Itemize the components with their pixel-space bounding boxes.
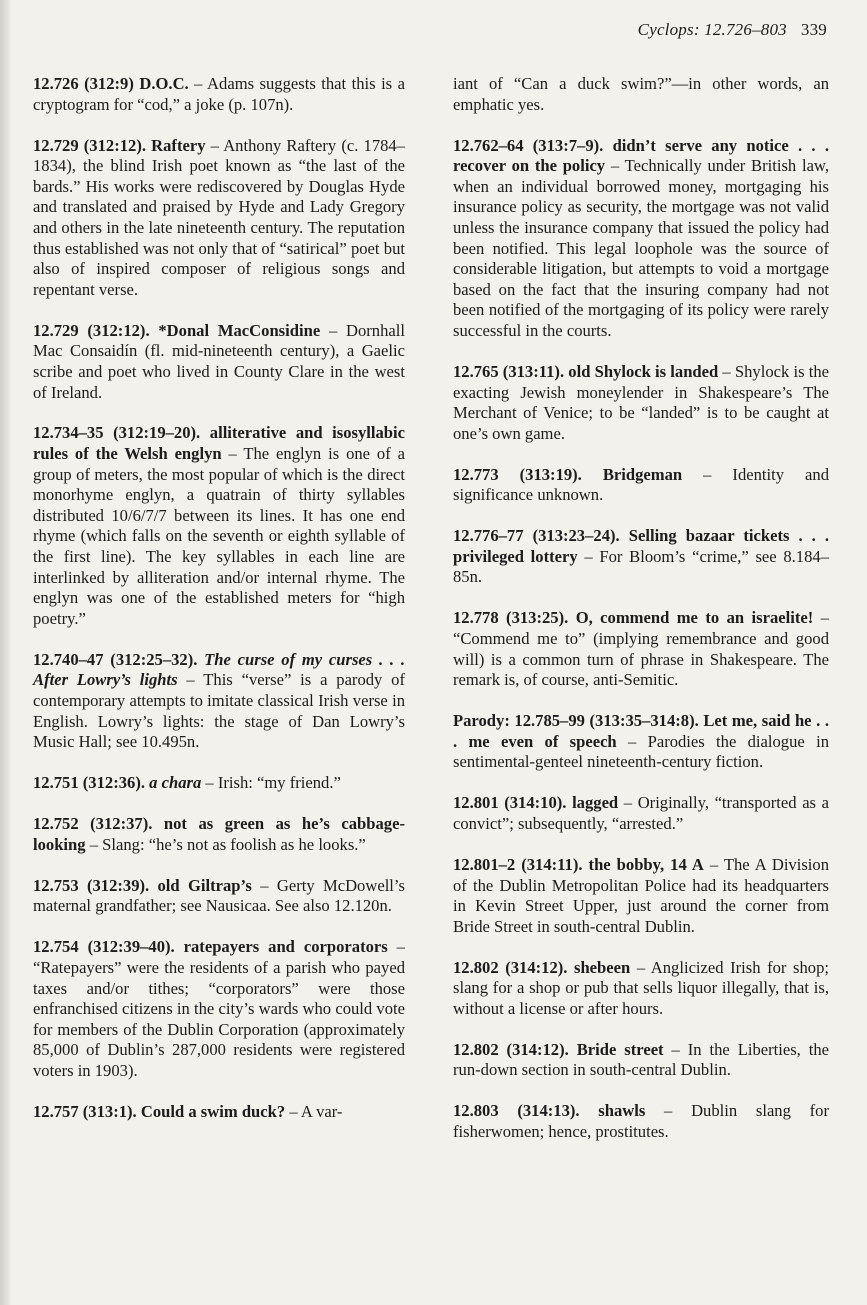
right-column [453, 74, 829, 1163]
entry-gloss: Adams suggests that this is a cryptogram for “cod,” a joke (p. 107n). [33, 74, 405, 114]
entry-reference: 12.734–35 (312:19–20). [33, 423, 201, 443]
entry-lemma: D.O.C. [139, 74, 189, 93]
page-edge [0, 0, 12, 1305]
entry-lemma: lagged [572, 793, 619, 813]
annotation-entry: 12.757 (313:1). Could a swim duck? – A var- [33, 1101, 343, 1121]
running-header [638, 20, 827, 40]
entry-gloss: Anthony Raftery (c. 1784–1834), the blind Irish poet known as “the last of the bards.” His works were rediscovered by Douglas Hyde and translated and praised by Hyde and Lady Gregory and others in the late nineteenth century. The reputation thus established was not only that of “satirical” poet but also of inspired composer of religious songs and repentant verse. [33, 135, 406, 299]
entry-gloss: Irish: “my friend.” [217, 773, 341, 793]
entry-reference: 12.802 (314:12). [453, 957, 568, 977]
annotation-entry: 12.751 (312:36). a chara – Irish: “my friend.” [33, 773, 341, 793]
entry-gloss: For Bloom’s “crime,” see 8.184–85n. [453, 546, 829, 587]
entry-reference: 12.752 (312:37). [33, 814, 153, 834]
entry-lemma: shawls [598, 1101, 646, 1121]
entry-gloss: Dublin slang for fisherwomen; hence, prostitutes. [453, 1101, 829, 1142]
entry-reference: 12.801 (314:10). [453, 793, 567, 813]
entry-lemma: the bobby, 14 A [588, 854, 704, 874]
annotation-entry: 12.726 (312:9) D.O.C. – Adams suggests that this is a cryptogram for “cod,” a joke (p. 107n). [33, 74, 405, 114]
left-column [33, 74, 405, 1143]
annotation-entry: 12.729 (312:12). Raftery – Anthony Raftery (c. 1784–1834), the blind Irish poet known as “the last of the bards.” His works were rediscovered by Douglas Hyde and translated and praised by Hyde and Lady Gregory and others in the late nineteenth century. The reputation thus established was not only that of “satirical” poet but also of inspired composer of religious songs and repentant verse. [33, 135, 406, 299]
entry-gloss: Slang: “he’s not as foolish as he looks.” [102, 834, 366, 854]
annotation-entry: 12.754 (312:39–40). ratepayers and corporators – “Ratepayers” were the residents of a parish who payed taxes and/or tithes; “corporators” were those enfranchised citizens in the city’s wards who could vote for members of the Dublin Corporation (approximately 85,000 of Dublin’s 287,000 residents were registered voters in 1903). [33, 937, 405, 1080]
entry-gloss: Dornhall Mac Consaidín (fl. mid-nineteenth century), a Gaelic scribe and poet who lived in County Clare in the west of Ireland. [33, 320, 405, 402]
entry-reference: 12.801–2 (314:11). [453, 854, 583, 874]
entry-reference: 12.802 (314:12). [453, 1039, 569, 1059]
entry-reference: 12.762–64 (313:7–9). [453, 135, 604, 155]
annotation-entry: 12.802 (314:12). shebeen – Anglicized Irish for shop; slang for a shop or pub that sells liquor illegally, that is, without a license or after hours. [453, 957, 829, 1018]
entry-gloss: Shylock is the exacting Jewish moneylender in Shakespeare’s The Merchant of Venice; to be “landed” is to be caught at one’s own game. [453, 361, 829, 443]
entry-lemma: old Giltrap’s [157, 875, 252, 895]
annotation-entry: 12.765 (313:11). old Shylock is landed – Shylock is the exacting Jewish moneylender in Shakespeare’s The Merchant of Venice; to be “landed” is to be caught at one’s own game. [453, 361, 829, 443]
entry-reference: 12.776–77 (313:23–24). [453, 526, 620, 546]
annotation-entry: 12.801 (314:10). lagged – Originally, “transported as a convict”; subsequently, “arrested.” [453, 793, 829, 833]
entry-reference: 12.740–47 (312:25–32). [33, 649, 198, 669]
annotation-entry: 12.802 (314:12). Bride street – In the Liberties, the run-down section in south-central Dublin. [453, 1039, 830, 1080]
entry-gloss: Parodies the dialogue in sentimental-genteel nineteenth-century fiction. [453, 731, 829, 772]
entry-gloss: Originally, “transported as a convict”; subsequently, “arrested.” [453, 793, 829, 833]
entry-lemma: *Donal MacConsidine [158, 320, 321, 340]
page-number: 339 [800, 20, 827, 39]
entry-reference: 12.765 (313:11). [453, 361, 565, 381]
entry-reference: 12.803 (314:13). [453, 1101, 580, 1121]
entry-lemma: Selling bazaar tickets . . . privileged lottery [453, 526, 830, 566]
entry-lemma: not as green as he’s cabbage-looking [33, 814, 405, 854]
entry-lemma: The curse of my curses . . . After Lowry’s lights [33, 649, 405, 690]
entry-lemma: O, commend me to an israelite! [575, 608, 814, 628]
entry-lemma: didn’t serve any notice . . . recover on the policy [453, 135, 829, 176]
entry-lemma: old Shylock is landed [568, 361, 719, 381]
entry-reference: 12.753 (312:39). [33, 875, 150, 895]
entry-lemma: Let me, said he . . . me even of speech [453, 711, 829, 751]
entry-reference: 12.729 (312:12). [33, 135, 146, 155]
entry-gloss: The A Division of the Dublin Metropolitan Police had its headquarters in Kevin Street Upper, just around the corner from Bride Street in south-central Dublin. [453, 854, 829, 936]
entry-reference: 12.729 (312:12). [33, 320, 150, 340]
annotation-entry: 12.734–35 (312:19–20). alliterative and isosyllabic rules of the Welsh englyn – The englyn is one of a group of meters, the most popular of which is the direct monorhyme englyn, a quatrain of thirty syllables distributed 10/6/7/7 between its lines. It has one end rhyme (which falls on the seventh or eighth syllable of the first line). The key syllables in each line are interlinked by alliteration and/or internal rhyme. The englyn was one of the established meters for “high poetry.” [33, 423, 405, 628]
annotation-entry: 12.801–2 (314:11). the bobby, 14 A – The A Division of the Dublin Metropolitan Police had its headquarters in Kevin Street Upper, just around the corner from Bride Street in south-central Dublin. [453, 854, 829, 936]
entry-reference: 12.754 (312:39–40). [33, 937, 175, 957]
entry-reference: Parody: 12.785–99 (313:35–314:8). [453, 711, 699, 731]
annotation-entry: 12.773 (313:19). Bridgeman – Identity and significance unknown. [453, 464, 829, 505]
entry-lemma: alliterative and isosyllabic rules of the Welsh englyn [33, 423, 405, 464]
annotation-entry [453, 74, 829, 115]
annotation-entry: 12.729 (312:12). *Donal MacConsidine – Dornhall Mac Consaidín (fl. mid-nineteenth century), a Gaelic scribe and poet who lived in County Clare in the west of Ireland. [33, 320, 405, 402]
entry-gloss: “Commend me to” (implying remembrance and good will) is a common turn of phrase in Shakespeare. The remark is, of course, anti-Semitic. [453, 629, 829, 690]
entry-gloss: Identity and significance unknown. [453, 464, 829, 505]
entry-gloss: Gerty McDowell’s maternal grandfather; see Nausicaa. See also 12.120n. [33, 875, 405, 916]
annotation-entry: 12.803 (314:13). shawls – Dublin slang for fisherwomen; hence, prostitutes. [453, 1101, 829, 1142]
annotation-entry: 12.778 (313:25). O, commend me to an israelite! – “Commend me to” (implying remembrance and good will) is a common turn of phrase in Shakespeare. The remark is, of course, anti-Semitic. [453, 608, 829, 690]
entry-lemma: Bride street [576, 1039, 664, 1059]
entry-reference: 12.778 (313:25). [453, 608, 569, 628]
annotation-entry: 12.776–77 (313:23–24). Selling bazaar tickets . . . privileged lottery – For Bloom’s “crime,” see 8.184–85n. [453, 526, 830, 587]
entry-lemma: a chara [149, 773, 202, 793]
entry-lemma: Bridgeman [602, 464, 683, 484]
running-title: Cyclops: 12.726–803 [637, 20, 787, 39]
entry-gloss: Anglicized Irish for shop; slang for a shop or pub that sells liquor illegally, that is, without a license or after hours. [453, 957, 829, 1018]
entry-gloss: “Ratepayers” were the residents of a parish who payed taxes and/or tithes; “corporators” were those enfranchised citizens in the city’s wards who could vote for members of the Dublin Corporation (approximately 85,000 of Dublin’s 287,000 residents were registered voters in 1903). [33, 957, 405, 1080]
entry-gloss: Technically under British law, when an individual borrowed money, mortgaging his insurance policy as security, the mortgage was not valid unless the insurance company that issued the policy had been notified. This legal loophole was the source of considerable litigation, but attempts to void a mortgage based on the fact that the insuring company had not been notified of the mortgaging of its policy were rarely successful in the courts. [453, 156, 829, 340]
entry-gloss: In the Liberties, the run-down section in south-central Dublin. [453, 1039, 830, 1080]
entry-lemma: Could a swim duck? [140, 1101, 286, 1121]
entry-reference: 12.757 (313:1). [33, 1101, 137, 1121]
annotation-entry: 12.762–64 (313:7–9). didn’t serve any notice . . . recover on the policy – Technically under British law, when an individual borrowed money, mortgaging his insurance policy as security, the mortgage was not valid unless the insurance company that issued the policy had been notified. This legal loophole was the source of considerable litigation, but attempts to void a mortgage based on the fact that the insuring company had not been notified of the mortgaging of its policy were rarely successful in the courts. [453, 135, 829, 340]
entry-lemma: shebeen [574, 957, 631, 977]
entry-gloss: A var- [300, 1101, 343, 1121]
entry-gloss: The englyn is one of a group of meters, the most popular of which is the direct monorhyme englyn, a quatrain of thirty syllables distributed 10/6/7/7 between its lines. It has one end rhyme (which falls on the seventh or eighth syllable of the first line). The key syllables in each line are interlinked by alliteration and/or internal rhyme. The englyn was one of the established meters for “high poetry.” [33, 444, 405, 628]
annotation-entry: 12.752 (312:37). not as green as he’s cabbage-looking – Slang: “he’s not as foolish as he looks.” [33, 814, 405, 854]
annotation-entry: 12.753 (312:39). old Giltrap’s – Gerty McDowell’s maternal grandfather; see Nausicaa. See also 12.120n. [33, 875, 405, 916]
entry-lemma: ratepayers and corporators [183, 937, 388, 957]
entry-reference: 12.726 (312:9) [33, 74, 134, 93]
entry-lemma: Raftery [151, 135, 206, 155]
entry-gloss: This “verse” is a parody of contemporary attempts to imitate classical Irish verse in English. Lowry’s lights: the stage of Dan Lowry’s Music Hall; see 10.495n. [33, 670, 406, 752]
entry-reference: 12.751 (312:36). [33, 773, 145, 793]
annotation-entry: Parody: 12.785–99 (313:35–314:8). Let me, said he . . . me even of speech – Parodies the dialogue in sentimental-genteel nineteenth-century fiction. [453, 711, 829, 772]
annotation-entry: 12.740–47 (312:25–32). The curse of my curses . . . After Lowry’s lights – This “verse” is a parody of contemporary attempts to imitate classical Irish verse in English. Lowry’s lights: the stage of Dan Lowry’s Music Hall; see 10.495n. [33, 649, 406, 752]
entry-reference: 12.773 (313:19). [453, 464, 582, 484]
entry-gloss: iant of “Can a duck swim?”—in other words, an emphatic yes. [453, 74, 829, 114]
